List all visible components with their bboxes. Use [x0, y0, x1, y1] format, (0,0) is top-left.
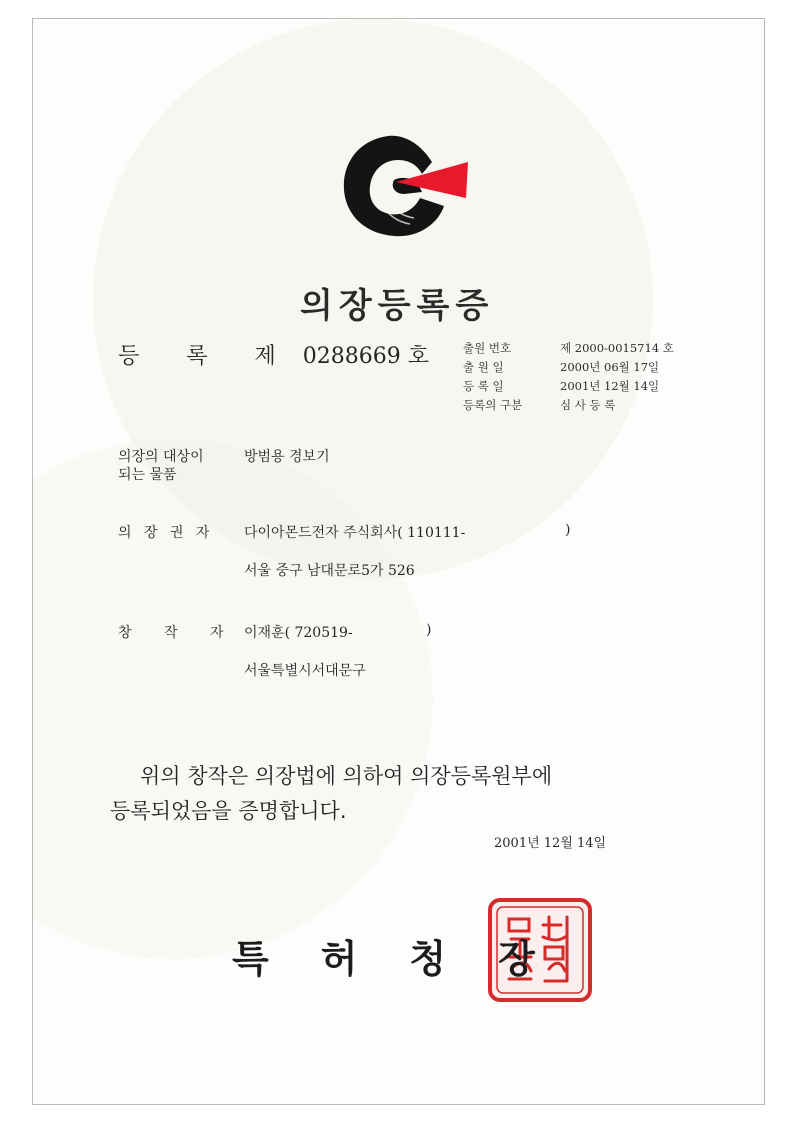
- info-key: 출 원 일: [463, 360, 504, 374]
- info-value: 2001년 12월 14일: [560, 379, 660, 393]
- info-value: 2000년 06월 17일: [560, 360, 660, 374]
- certificate-title: 의장등록증: [300, 286, 495, 326]
- article-label-line1: 의장의 대상이: [118, 449, 204, 465]
- registration-number-value: 0288669: [302, 344, 401, 369]
- info-key: 출원 번호: [463, 341, 512, 355]
- info-key: 등 록 일: [463, 379, 504, 393]
- issuer-name: 특허청장: [232, 937, 587, 981]
- statement-line2: 등록되었음을 증명합니다.: [110, 799, 347, 823]
- creator-name-close: ): [426, 622, 432, 638]
- holder-address: 서울 중구 남대문로5가 526: [244, 563, 415, 579]
- creator-label: 창 작 자: [118, 625, 238, 641]
- article-label-line2: 되는 물품: [118, 467, 177, 483]
- holder-label: 의 장 권 자: [118, 525, 214, 541]
- holder-name-close: ): [565, 522, 571, 538]
- creator-name: 이재훈( 720519-: [244, 625, 353, 641]
- registration-number: [118, 339, 429, 370]
- statement-line1: 위의 창작은 의장법에 의하여 의장등록원부에: [140, 764, 553, 788]
- issue-date: 2001년 12월 14일: [494, 836, 607, 851]
- holder-name: 다이아몬드전자 주식회사( 110111-: [244, 525, 466, 541]
- info-key: 등록의 구분: [463, 398, 523, 412]
- article-value: 방범용 경보기: [244, 449, 330, 465]
- info-value: 심 사 등 록: [560, 398, 616, 412]
- registration-suffix: 호: [407, 344, 429, 369]
- emblem-icon: [336, 132, 476, 240]
- info-value: 제 2000-0015714 호: [560, 341, 674, 355]
- creator-address: 서울특별시서대문구: [244, 663, 366, 679]
- registration-label: 등 록 제: [118, 344, 296, 369]
